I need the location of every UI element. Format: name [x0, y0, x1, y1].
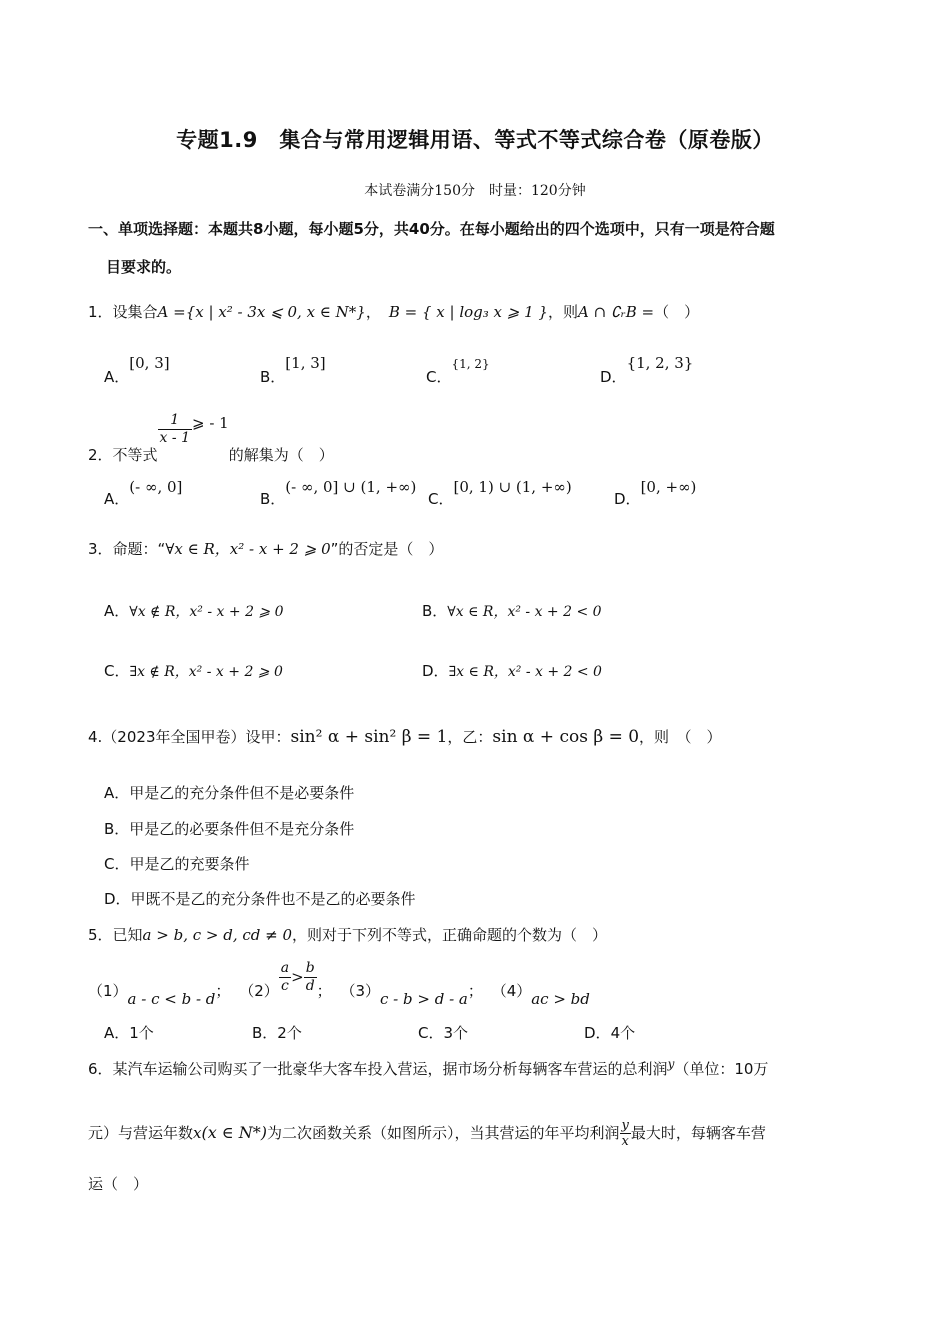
q5-option-d[interactable]: [584, 1022, 635, 1043]
q5-frac-a: [279, 960, 291, 995]
q4-mid: ，乙：: [447, 728, 493, 746]
q4-option-a[interactable]: A．甲是乙的充分条件但不是必要条件: [104, 784, 355, 802]
page-title: 专题1.9 集合与常用逻辑用语、等式不等式综合卷（原卷版）: [176, 128, 774, 152]
q3-option-b[interactable]: [422, 600, 602, 621]
q1-paren: （ ）: [654, 303, 700, 321]
option-value: [0, 1) ∪ (1, +∞): [453, 478, 572, 496]
option-value: 2个: [277, 1024, 302, 1042]
frac-den: c: [281, 978, 289, 994]
q5-item-1-expr: a - c < b - d: [127, 990, 216, 1008]
q3-expr: ∀x ∈ R，x² - x + 2 ⩾ 0: [165, 540, 331, 558]
section-heading-cont: 目要求的。: [106, 258, 182, 276]
question-2: [88, 412, 334, 464]
q6-text: 元）与营运年数: [88, 1124, 194, 1142]
option-value: {1, 2}: [451, 357, 490, 371]
q5-item-1-label: （1）: [88, 982, 128, 1000]
q4-jia: sin² α + sin² β = 1: [290, 727, 448, 747]
option-value: 4个: [610, 1024, 636, 1042]
q6-x: x: [193, 1124, 202, 1142]
q3-option-c[interactable]: [104, 660, 283, 681]
q1-set-b: B = { x | log₃ x ⩾ 1 }: [388, 303, 548, 321]
q1-option-b[interactable]: [260, 354, 326, 387]
option-value: ∀x ∉ R，x² - x + 2 ⩾ 0: [129, 604, 284, 620]
q3-prefix: 3．命题：“: [88, 540, 166, 558]
option-label: D．: [600, 368, 627, 386]
q1-prefix: 1．设集合: [88, 303, 158, 321]
q6-text: 6．某汽车运输公司购买了一批豪华大客车投入营运，据市场分析每辆客车营运的总利润: [88, 1060, 668, 1078]
q5-frac-b: [304, 960, 317, 995]
exam-info: 本试卷满分150分 时量：120分钟: [364, 183, 586, 199]
q4-prefix: 4.（2023年全国甲卷）设甲：: [88, 728, 291, 746]
frac-num: b: [305, 960, 315, 976]
option-label: D．: [614, 490, 641, 508]
option-value: [1, 3]: [285, 354, 326, 372]
q3-suffix: ”的否定是（ ）: [330, 540, 444, 558]
question-6-line-1: [88, 1058, 768, 1079]
q5-item-3-label: （3）: [340, 982, 381, 1000]
q6-x-condition: (x ∈ N*): [201, 1123, 268, 1142]
frac-num: a: [280, 960, 290, 976]
q1-suffix: ，则: [547, 303, 578, 321]
q4-suffix: ，则 （ ）: [639, 728, 722, 746]
q5-item-2-label: （2）: [239, 982, 279, 1000]
option-value: {1, 2, 3}: [626, 354, 694, 372]
q5-suffix: ，则对于下列不等式，正确命题的个数为（ ）: [292, 926, 608, 944]
option-label: C．: [418, 1024, 444, 1042]
q5-gt: >: [291, 968, 304, 986]
option-label: B．: [260, 368, 286, 386]
option-value: [0, 3]: [129, 354, 170, 372]
frac-num: y: [621, 1118, 629, 1133]
option-label: B．: [252, 1024, 278, 1042]
q5-sep: ；: [215, 982, 231, 1000]
option-label: D．: [422, 662, 449, 680]
q4-yi: sin α + cos β = 0: [492, 727, 640, 747]
q4-option-c[interactable]: C．甲是乙的充要条件: [104, 855, 250, 873]
q2-option-c[interactable]: [428, 478, 572, 509]
question-5: [88, 924, 607, 945]
q2-option-a[interactable]: [104, 478, 183, 509]
q4-option-d[interactable]: D．甲既不是乙的充分条件也不是乙的必要条件: [104, 890, 416, 908]
q5-item-4-label: （4）: [491, 982, 532, 1000]
question-1: [88, 301, 699, 322]
option-label: A．: [104, 368, 130, 386]
q2-prefix: 2．不等式: [88, 446, 158, 464]
q1-option-a[interactable]: [104, 354, 170, 387]
option-value: (- ∞, 0]: [129, 478, 183, 496]
question-3: [88, 538, 443, 559]
option-value: (- ∞, 0] ∪ (1, +∞): [285, 478, 417, 496]
q6-fraction: [620, 1118, 631, 1149]
q2-frac-den: x - 1: [159, 430, 190, 446]
section-heading: 一、单项选择题：本题共8小题，每小题5分，共40分。在每小题给出的四个选项中，只有一项是符合题: [88, 220, 775, 238]
option-value: [0, +∞): [640, 478, 697, 496]
question-6-line-3: 运（ ）: [88, 1175, 149, 1193]
option-value: 3个: [443, 1024, 469, 1042]
option-value: ∃x ∈ R，x² - x + 2 < 0: [448, 664, 602, 680]
q2-option-b[interactable]: [260, 478, 417, 509]
frac-den: d: [305, 978, 315, 994]
q2-rhs: ⩾ - 1: [191, 414, 229, 432]
q5-option-a[interactable]: [104, 1022, 154, 1043]
option-value: ∀x ∈ R，x² - x + 2 < 0: [447, 604, 602, 620]
option-label: C．: [104, 662, 130, 680]
option-value: ∃x ∉ R，x² - x + 2 ⩾ 0: [129, 664, 283, 680]
option-value: 1个: [129, 1024, 154, 1042]
q4-option-b[interactable]: B．甲是乙的必要条件但不是充分条件: [104, 820, 355, 838]
q5-prefix: 5．已知: [88, 926, 143, 944]
q2-suffix: 的解集为（ ）: [228, 446, 334, 464]
q5-item-3-expr: c - b > d - a: [380, 990, 468, 1008]
q5-sep: ；: [316, 982, 332, 1000]
q1-set-a: A ={x | x² - 3x ⩽ 0, x ∈ N*}: [157, 303, 366, 321]
question-4: [88, 726, 722, 747]
q1-comma: ，: [365, 303, 381, 321]
q5-items: [88, 960, 590, 1008]
q6-y: y: [667, 1057, 675, 1071]
q1-option-c[interactable]: [426, 357, 490, 387]
q3-option-a[interactable]: [104, 600, 284, 621]
q5-item-4-expr: ac > bd: [531, 990, 590, 1008]
q5-option-b[interactable]: [252, 1022, 302, 1043]
option-label: A．: [104, 490, 130, 508]
option-label: C．: [426, 368, 452, 386]
q5-sep: ；: [467, 982, 483, 1000]
q2-option-d[interactable]: [614, 478, 697, 509]
q2-fraction: [158, 412, 192, 447]
q1-option-d[interactable]: [600, 354, 694, 387]
option-label: D．: [584, 1024, 611, 1042]
q2-frac-num: 1: [158, 412, 192, 430]
q5-option-c[interactable]: [418, 1022, 468, 1043]
q6-text: 最大时，每辆客车营: [630, 1124, 766, 1142]
option-label: A．: [104, 602, 130, 620]
option-label: C．: [428, 490, 454, 508]
question-6-line-2: [88, 1118, 766, 1149]
q6-text: （单位：10万: [674, 1060, 769, 1078]
q5-condition: a > b, c > d, cd ≠ 0: [142, 926, 293, 944]
option-label: B．: [260, 490, 286, 508]
q6-text: 为二次函数关系（如图所示），当其营运的年平均利润: [267, 1124, 620, 1142]
q1-expr: A ∩ ∁ᵣB =: [578, 303, 655, 321]
q3-option-d[interactable]: [422, 660, 602, 681]
option-label: A．: [104, 1024, 130, 1042]
frac-den: x: [621, 1134, 629, 1149]
option-label: B．: [422, 602, 448, 620]
